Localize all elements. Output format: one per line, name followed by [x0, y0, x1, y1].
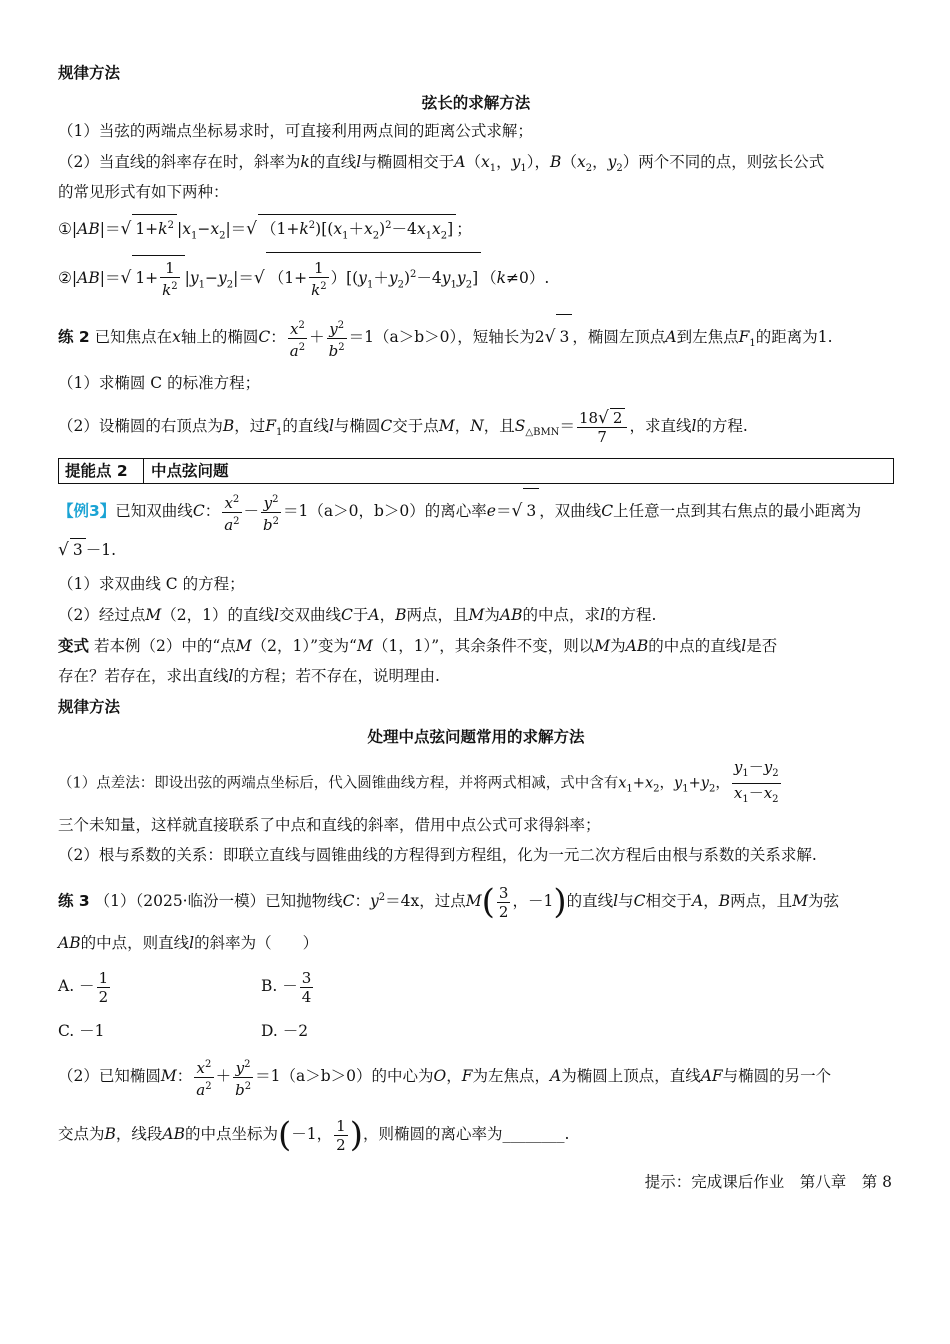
- exercise-2-q2: （2）设椭圆的右顶点为B，过$F_1$的直线l与椭圆C交于点M，N，且$S_{\triangle BMN}=$ $\frac{18√ 2}{7}$ ，求直线l的方程.: [58, 408, 748, 446]
- exercise-3-part2: （2）已知椭圆M： $\frac{x^2}{a^2}$ ＋ $\frac{y^2}{b^2}$ ＝1（a＞b＞0）的中心为O，F为左焦点，A为椭圆上顶点，直线AF与椭圆的另一个: [58, 1054, 894, 1099]
- option-a[interactable]: A. － $\frac{1}{2}$: [58, 968, 109, 1006]
- option-d[interactable]: D. －2: [261, 1022, 309, 1040]
- option-c[interactable]: C. －1: [58, 1022, 105, 1040]
- exercise-2-q1: （1）求椭圆 C 的标准方程；: [58, 374, 261, 392]
- example-3-stem-cont: √ 3 －1.: [58, 540, 117, 560]
- section-heading: 规律方法: [58, 698, 121, 716]
- example-3-q2: （2）经过点M（2，1）的直线l交双曲线C于A，B两点，且M为AB的中点，求l的方程.: [58, 606, 657, 624]
- variant-q-cont: 存在？若存在，求出直线l的方程；若不存在，说明理由.: [58, 667, 440, 685]
- section-title: 弦长的求解方法: [421, 94, 531, 112]
- paragraph: 三个未知量，这样就直接联系了中点和直线的斜率，借用中点公式可求得斜率；: [58, 816, 601, 834]
- formula-1: ①|AB|＝√ $1+k^2$ $|x_1-x_2|=√$ $(1+k^2)[(x_1+x_2)^2-4x_1x_2]$ ；: [58, 214, 894, 247]
- option-b[interactable]: B. － $\frac{3}{4}$: [261, 968, 312, 1006]
- topic-box-title: 中点弦问题: [151, 462, 229, 480]
- paragraph: （1）当弦的两端点坐标易求时，可直接利用两点间的距离公式求解；: [58, 122, 533, 140]
- exercise-3-part2-cont: 交点为B，线段AB的中点坐标为(－1， $\frac{1}{2}$ )，则椭圆的离心率为________.: [58, 1115, 570, 1155]
- paragraph: 的常见形式有如下两种：: [58, 183, 229, 201]
- topic-box: [58, 458, 894, 484]
- section-title: 处理中点弦问题常用的求解方法: [367, 728, 585, 746]
- example-3-q1: （1）求双曲线 C 的方程；: [58, 575, 245, 593]
- exercise-3-part1-cont: AB的中点，则直线l的斜率为（ ）: [58, 934, 319, 952]
- paragraph: （2）根与系数的关系：即联立直线与圆锥曲线的方程得到方程组，化为一元二次方程后由根与系数的关系求解.: [58, 846, 817, 864]
- footer-hint: 提示：完成课后作业 第八章 第 8: [644, 1173, 892, 1191]
- formula-2: ②|AB|＝√ 1+ $\frac{1}{k^2}$ $|y_1-y_2|=√$ （1+ $\frac{1}{k^2}$ ）$[(y_1+y_2)^2-4y_1y_2]$ （k≠0）.: [58, 252, 894, 307]
- paragraph: （1）点差法：即设出弦的两端点坐标后，代入圆锥曲线方程，并将两式相减，式中含有$x_1+x_2$，$y_1+y_2$， $\frac{y_1-y_2}{x_1-x_2}$: [58, 758, 779, 805]
- variant-q: 变式 若本例（2）中的“点M（2，1）”变为“M（1，1）”，其余条件不变，则以M为AB的中点的直线l是否: [58, 637, 778, 655]
- section-heading: 规律方法: [58, 64, 121, 82]
- paragraph: （2）当直线的斜率存在时，斜率为k的直线l与椭圆相交于$A(x_1$，$y_1$），$B(x_2$，$y_2$）两个不同的点，则弦长公式: [58, 153, 825, 175]
- exercise-2-stem: 练 2 已知焦点在x轴上的椭圆C： $\frac{x^2}{a^2}$ ＋ $\frac{y^2}{b^2}$ ＝1（a＞b＞0），短轴长为2√ 3 ，椭圆左顶点A到左焦点$F_1$的距离为1.: [58, 314, 894, 366]
- example-3-stem: 【例3】已知双曲线C： $\frac{x^2}{a^2}$ － $\frac{y^2}{b^2}$ ＝1（a＞0，b＞0）的离心率e＝√ 3 ，双曲线C上任意一点到其右焦点的最小距离为: [58, 488, 894, 534]
- exercise-3-part1: 练 3 （1）（2025·临汾一模）已知抛物线C：$y^2=4x$，过点M( $\frac{3}{2}$ ，－1)的直线l与C相交于A，B两点，且M为弦: [58, 882, 839, 923]
- topic-box-label: 提能点 2: [59, 459, 144, 483]
